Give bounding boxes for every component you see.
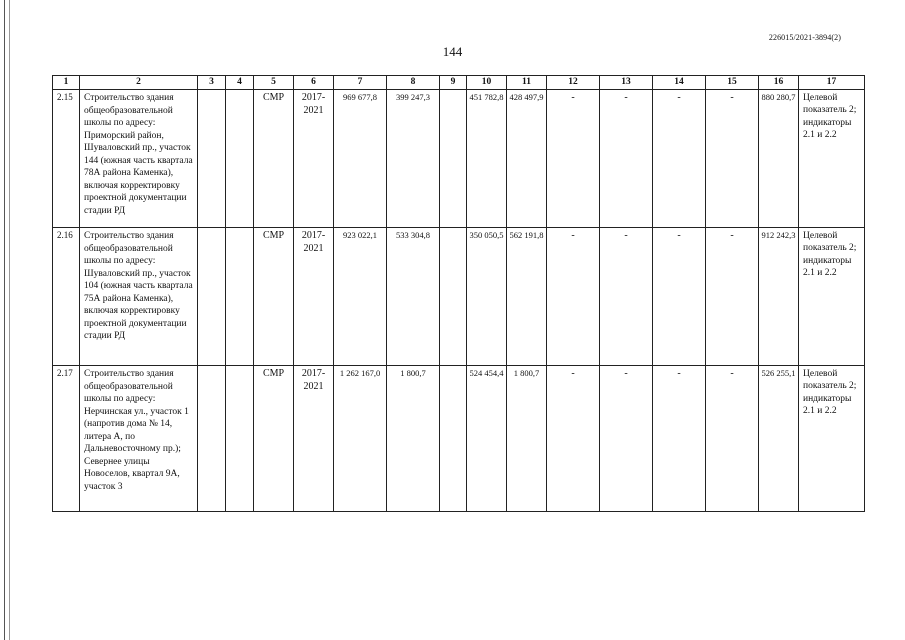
amount-col14: - <box>653 366 706 512</box>
amount-col12: - <box>547 228 600 366</box>
target-indicators: Целевой показатель 2; индикаторы 2.1 и 2.2 <box>799 228 865 366</box>
amount-col15: - <box>706 90 759 228</box>
amount-col8: 399 247,3 <box>387 90 440 228</box>
column-header: 8 <box>387 76 440 90</box>
work-type: СМР <box>254 366 294 512</box>
binding-edge-line <box>4 0 5 640</box>
binding-edge-line-inner <box>9 0 10 640</box>
total-amount: 923 022,1 <box>334 228 387 366</box>
target-indicators: Целевой показатель 2; индикаторы 2.1 и 2.2 <box>799 90 865 228</box>
column-header: 5 <box>254 76 294 90</box>
column-header: 11 <box>507 76 547 90</box>
amount-col12: - <box>547 366 600 512</box>
column-header: 7 <box>334 76 387 90</box>
amount-col12: - <box>547 90 600 228</box>
period: 2017-2021 <box>294 228 334 366</box>
total-amount: 969 677,8 <box>334 90 387 228</box>
row-number: 2.17 <box>53 366 80 512</box>
amount-col13: - <box>600 228 653 366</box>
column-header: 4 <box>226 76 254 90</box>
column-header: 2 <box>80 76 198 90</box>
table-row <box>53 366 865 512</box>
object-name: Строительство здания общеобразовательной школы по адресу: Шуваловский пр., участок 104 (южная часть квартала 75А района Каменка), включая корректировку проектной документации стадии РД <box>80 228 198 366</box>
executor-cell <box>198 90 226 228</box>
document-id: 226015/2021-3894(2) <box>768 33 841 42</box>
column-header: 10 <box>467 76 507 90</box>
column-header: 17 <box>799 76 865 90</box>
amount-col16: 912 242,3 <box>759 228 799 366</box>
page-number: 144 <box>442 44 463 59</box>
header-row <box>53 76 865 90</box>
work-type: СМР <box>254 228 294 366</box>
source-cell <box>440 90 467 228</box>
total-amount: 1 262 167,0 <box>334 366 387 512</box>
table-row <box>53 228 865 366</box>
amount-col14: - <box>653 90 706 228</box>
column-header: 12 <box>547 76 600 90</box>
column-header: 14 <box>653 76 706 90</box>
capacity-cell <box>226 366 254 512</box>
program-table <box>52 75 865 512</box>
work-type: СМР <box>254 90 294 228</box>
amount-col10: 350 050,5 <box>467 228 507 366</box>
executor-cell <box>198 366 226 512</box>
amount-col11: 428 497,9 <box>507 90 547 228</box>
column-header: 15 <box>706 76 759 90</box>
amount-col15: - <box>706 366 759 512</box>
row-number: 2.15 <box>53 90 80 228</box>
source-cell <box>440 228 467 366</box>
amount-col11: 562 191,8 <box>507 228 547 366</box>
target-indicators: Целевой показатель 2; индикаторы 2.1 и 2.2 <box>799 366 865 512</box>
amount-col8: 533 304,8 <box>387 228 440 366</box>
object-name: Строительство здания общеобразовательной школы по адресу: Приморский район, Шуваловский пр., участок 144 (южная часть квартала 78А района Каменка), включая корректировку проектной документации стадии РД <box>80 90 198 228</box>
capacity-cell <box>226 90 254 228</box>
amount-col10: 451 782,8 <box>467 90 507 228</box>
amount-col10: 524 454,4 <box>467 366 507 512</box>
column-header: 3 <box>198 76 226 90</box>
capacity-cell <box>226 228 254 366</box>
column-header: 13 <box>600 76 653 90</box>
column-header: 6 <box>294 76 334 90</box>
column-header: 1 <box>53 76 80 90</box>
object-name: Строительство здания общеобразовательной школы по адресу: Нерчинская ул., участок 1 (напротив дома № 14, литера А, по Дальневосточному пр.); Севернее улицы Новоселов, квартал 9А, участок 3 <box>80 366 198 512</box>
amount-col11: 1 800,7 <box>507 366 547 512</box>
amount-col14: - <box>653 228 706 366</box>
amount-col16: 526 255,1 <box>759 366 799 512</box>
period: 2017-2021 <box>294 366 334 512</box>
amount-col8: 1 800,7 <box>387 366 440 512</box>
column-header: 16 <box>759 76 799 90</box>
amount-col13: - <box>600 90 653 228</box>
column-header: 9 <box>440 76 467 90</box>
source-cell <box>440 366 467 512</box>
table-row <box>53 90 865 228</box>
amount-col15: - <box>706 228 759 366</box>
executor-cell <box>198 228 226 366</box>
period: 2017-2021 <box>294 90 334 228</box>
amount-col13: - <box>600 366 653 512</box>
row-number: 2.16 <box>53 228 80 366</box>
amount-col16: 880 280,7 <box>759 90 799 228</box>
